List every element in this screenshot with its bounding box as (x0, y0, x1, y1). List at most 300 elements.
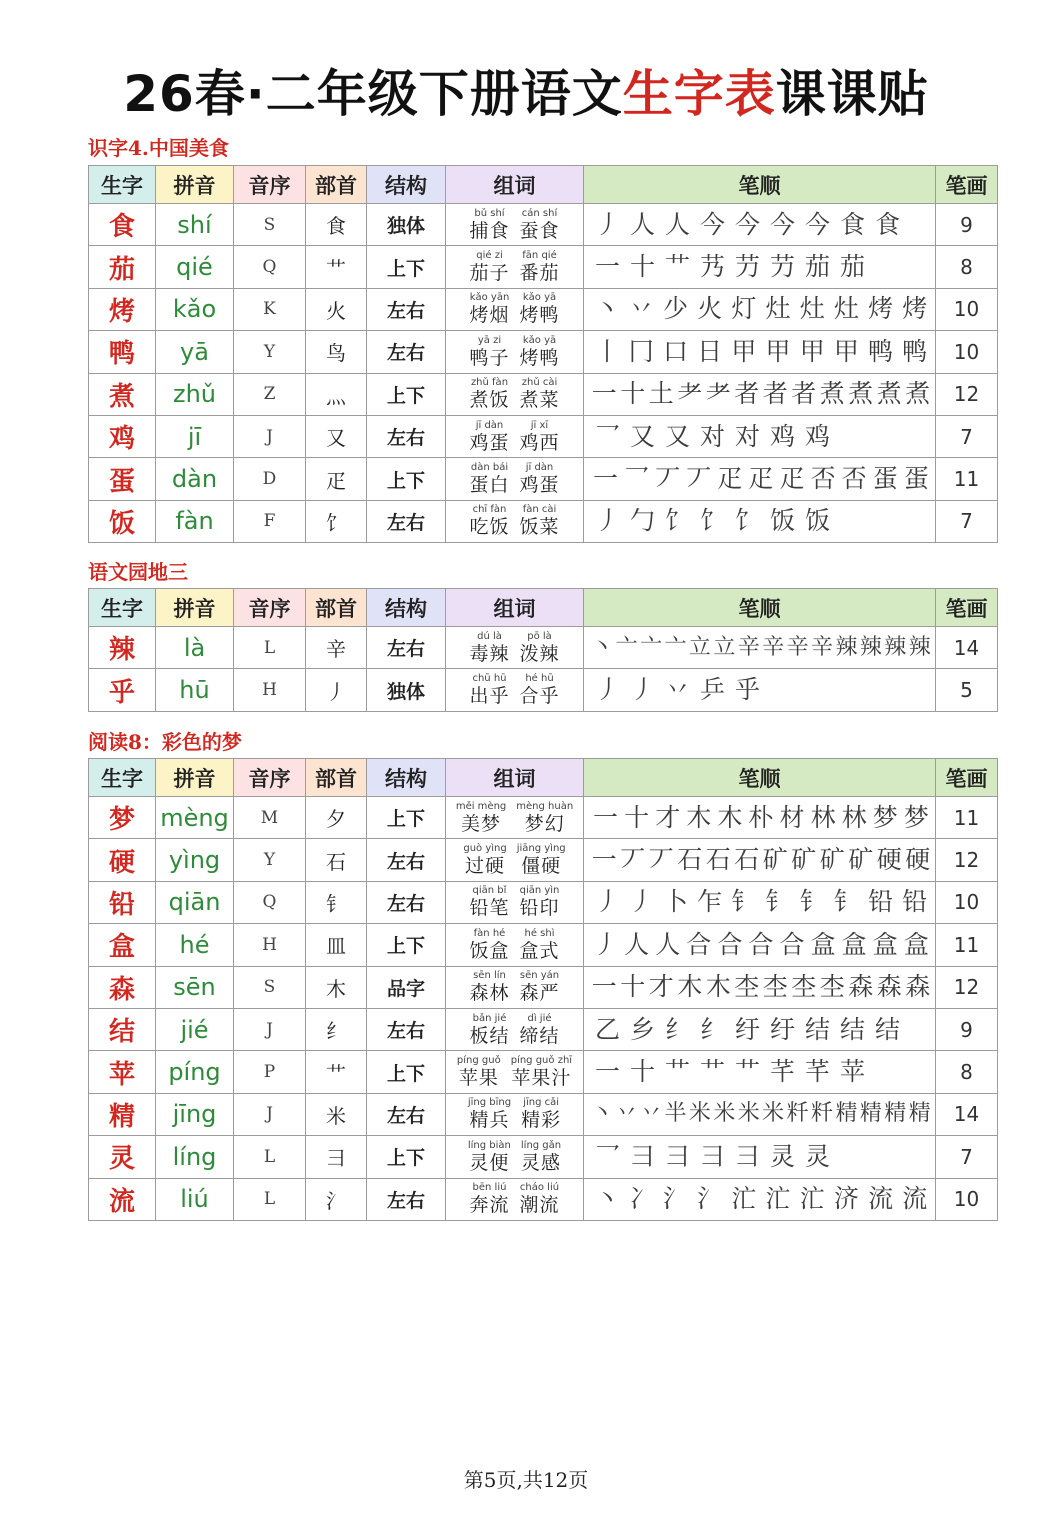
table-header (89, 589, 998, 627)
radical-cell: 石 (306, 839, 367, 881)
stroke-step: 矿 (819, 845, 845, 875)
stroke-step: 今 (734, 209, 760, 239)
structure-cell: 左右 (367, 288, 446, 330)
word-examples (446, 673, 583, 707)
stroke-step: 对 (734, 421, 760, 451)
stroke-step: 灶 (799, 294, 825, 324)
stroke-order-cell (584, 881, 936, 923)
radical-cell: 饣 (306, 500, 367, 542)
stroke-order-sequence (590, 887, 935, 917)
character-table (88, 758, 998, 1221)
stroke-step: 亠 (664, 634, 687, 660)
radical-cell: 疋 (306, 458, 367, 500)
character-row (89, 288, 998, 330)
word-examples (446, 377, 583, 411)
stroke-step: 米 (762, 1101, 785, 1127)
character-row (89, 966, 998, 1008)
word-example (469, 420, 509, 454)
stroke-step: 饣 (699, 506, 725, 536)
header-character: 生字 (89, 589, 156, 627)
word-examples-cell (446, 288, 584, 330)
stroke-step: 铅 (868, 887, 894, 917)
stroke-step: 丶 (591, 1101, 614, 1127)
word-examples-cell (446, 1178, 584, 1220)
stroke-step: 十 (620, 972, 646, 1002)
word-example (469, 208, 509, 242)
word-hanzi: 鸡蛋 (519, 474, 560, 497)
stroke-count-cell: 7 (936, 415, 998, 457)
header-row (89, 759, 998, 797)
word-examples-cell (446, 1093, 584, 1135)
stroke-step: 灶 (833, 294, 859, 324)
character-cell: 饭 (89, 500, 156, 542)
section-heading: 识字4.中国美食 (88, 136, 229, 160)
character-row (89, 1178, 998, 1220)
stroke-order-cell (584, 458, 936, 500)
stroke-step: 朴 (748, 802, 774, 832)
stroke-step: 米 (688, 1101, 711, 1127)
word-examples-cell (446, 1008, 584, 1050)
word-example (469, 885, 509, 919)
stroke-count-cell: 8 (936, 1051, 998, 1093)
word-hanzi: 烤鸭 (519, 304, 560, 327)
stroke-step: 丆 (686, 464, 712, 494)
structure-cell: 左右 (367, 881, 446, 923)
word-hanzi: 缔结 (519, 1024, 560, 1047)
stroke-step: 丷 (664, 675, 690, 705)
stroke-order-cell (584, 246, 936, 288)
word-examples-cell (446, 797, 584, 839)
word-hanzi: 吃饭 (469, 516, 510, 539)
word-examples (446, 504, 583, 538)
word-pinyin: guò yìng (463, 843, 507, 855)
character-cell: 流 (89, 1178, 156, 1220)
radical-cell: 氵 (306, 1178, 367, 1220)
stroke-step: 丷 (640, 1101, 663, 1127)
stroke-step: 丷 (628, 294, 654, 324)
character-cell: 乎 (89, 669, 156, 711)
word-examples (446, 335, 583, 369)
word-pinyin: zhǔ fàn (470, 377, 509, 389)
stroke-step: 少 (662, 294, 688, 324)
word-examples (446, 292, 583, 326)
index-letter-cell: L (234, 627, 306, 669)
word-example (469, 1013, 509, 1047)
word-pinyin: píng guǒ (456, 1055, 501, 1067)
word-examples-cell (446, 204, 584, 246)
pinyin-cell: liú (156, 1178, 234, 1220)
character-row (89, 797, 998, 839)
stroke-step: 一 (591, 379, 617, 409)
word-hanzi: 苹果 (458, 1067, 499, 1090)
structure-cell: 左右 (367, 1008, 446, 1050)
header-stroke-order: 笔顺 (584, 166, 936, 204)
stroke-step: 精 (835, 1101, 858, 1127)
stroke-step: 艹 (664, 1057, 690, 1087)
stroke-step: 彐 (699, 1141, 725, 1171)
stroke-step: 否 (810, 464, 836, 494)
stroke-order-cell (584, 331, 936, 373)
stroke-step: 石 (734, 845, 760, 875)
header-radical: 部首 (306, 759, 367, 797)
word-examples (446, 420, 583, 454)
stroke-order-cell (584, 627, 936, 669)
stroke-step: 梦 (872, 802, 898, 832)
stroke-step: 钅 (833, 887, 859, 917)
structure-cell: 左右 (367, 415, 446, 457)
word-hanzi: 板结 (469, 1024, 510, 1047)
character-cell: 鸡 (89, 415, 156, 457)
word-examples-cell (446, 924, 584, 966)
stroke-order-sequence (590, 252, 935, 282)
stroke-step: 日 (697, 336, 723, 366)
word-example (520, 631, 560, 665)
header-row (89, 166, 998, 204)
title-prefix: 26春·二年级下册语文 (123, 65, 623, 123)
stroke-step: 灵 (804, 1141, 830, 1171)
word-example (520, 292, 560, 326)
page-title (0, 62, 1052, 126)
word-example (520, 208, 560, 242)
word-hanzi: 灵感 (521, 1151, 562, 1174)
stroke-step: 材 (779, 802, 805, 832)
stroke-step: 者 (791, 379, 817, 409)
stroke-order-cell (584, 669, 936, 711)
word-pinyin: líng gǎn (520, 1139, 562, 1151)
word-pinyin: qiān bǐ (472, 885, 507, 897)
structure-cell: 上下 (367, 246, 446, 288)
stroke-step: 精 (908, 1101, 931, 1127)
word-hanzi: 僵硬 (521, 855, 562, 878)
index-letter-cell: Q (234, 246, 306, 288)
stroke-step: 木 (705, 972, 731, 1002)
stroke-step: 才 (648, 972, 674, 1002)
stroke-count-cell: 10 (936, 288, 998, 330)
word-pinyin: fàn hé (473, 927, 506, 939)
word-pinyin: dàn bái (470, 462, 509, 474)
stroke-step: 乛 (624, 464, 650, 494)
pinyin-cell: qié (156, 246, 234, 288)
word-pinyin: chū hū (472, 673, 507, 685)
word-hanzi: 鸡西 (519, 431, 560, 454)
word-examples-cell (446, 1051, 584, 1093)
stroke-step: 耂 (705, 379, 731, 409)
stroke-step: 烤 (902, 294, 928, 324)
radical-cell: 艹 (306, 1051, 367, 1093)
stroke-step: 勹 (629, 506, 655, 536)
word-examples-cell (446, 839, 584, 881)
stroke-step: 彐 (629, 1141, 655, 1171)
word-example (468, 1140, 511, 1174)
stroke-step: 结 (804, 1014, 830, 1044)
header-index-letter: 音序 (234, 166, 306, 204)
stroke-step: 丿 (629, 675, 655, 705)
header-pinyin: 拼音 (156, 759, 234, 797)
stroke-step: 苹 (839, 1057, 865, 1087)
pinyin-cell: jié (156, 1008, 234, 1050)
word-hanzi: 精兵 (469, 1109, 510, 1132)
stroke-order-cell (584, 924, 936, 966)
stroke-step: 灶 (765, 294, 791, 324)
header-index-letter: 音序 (234, 589, 306, 627)
stroke-count-cell: 12 (936, 839, 998, 881)
word-hanzi: 潮流 (519, 1194, 560, 1217)
stroke-step: 钅 (765, 887, 791, 917)
word-hanzi: 美梦 (461, 812, 502, 835)
stroke-order-cell (584, 415, 936, 457)
stroke-step: 十 (629, 1057, 655, 1087)
stroke-step: 辛 (786, 634, 809, 660)
word-example (456, 801, 506, 835)
character-row (89, 500, 998, 542)
stroke-step: 疋 (779, 464, 805, 494)
stroke-step: 灯 (731, 294, 757, 324)
word-pinyin: yā zi (477, 334, 502, 346)
word-pinyin: bǎn jié (472, 1012, 507, 1024)
stroke-count-cell: 11 (936, 458, 998, 500)
character-cell: 茄 (89, 246, 156, 288)
word-pinyin: kǎo yā (522, 292, 557, 304)
stroke-count-cell: 9 (936, 1008, 998, 1050)
word-example (469, 335, 509, 369)
character-cell: 灵 (89, 1136, 156, 1178)
title-suffix: 课课贴 (775, 65, 929, 123)
stroke-step: 口 (662, 336, 688, 366)
stroke-order-sequence (590, 210, 935, 240)
word-pinyin: jī dàn (475, 419, 504, 431)
stroke-step: 辛 (811, 634, 833, 660)
header-radical: 部首 (306, 589, 367, 627)
word-examples-cell (446, 881, 584, 923)
stroke-step: 乛 (594, 1141, 620, 1171)
stroke-step: 甲 (731, 336, 757, 366)
word-examples (446, 801, 583, 835)
stroke-count-cell: 10 (936, 1178, 998, 1220)
word-examples (446, 928, 583, 962)
stroke-order-cell (584, 1136, 936, 1178)
stroke-step: 丶 (594, 1184, 620, 1214)
stroke-step: 一 (593, 802, 619, 832)
stroke-step: 乙 (594, 1014, 620, 1044)
stroke-count-cell: 7 (936, 500, 998, 542)
stroke-step: 辣 (908, 634, 931, 660)
stroke-step: 人 (624, 929, 650, 959)
character-cell: 梦 (89, 797, 156, 839)
word-examples (446, 462, 583, 496)
header-word-examples: 组词 (446, 759, 584, 797)
stroke-order-sequence (590, 337, 935, 367)
stroke-step: 煮 (876, 379, 902, 409)
stroke-step: 亠 (640, 634, 663, 660)
stroke-step: 林 (841, 802, 867, 832)
stroke-order-cell (584, 500, 936, 542)
stroke-order-sequence (590, 464, 935, 494)
radical-cell: 鸟 (306, 331, 367, 373)
stroke-step: 粁 (811, 1101, 833, 1127)
word-example (469, 928, 509, 962)
radical-cell: 皿 (306, 924, 367, 966)
word-hanzi: 苹果汁 (511, 1067, 572, 1090)
word-example (469, 377, 509, 411)
word-pinyin: bǔ shí (474, 207, 505, 219)
index-letter-cell: Y (234, 839, 306, 881)
stroke-step: 济 (833, 1184, 859, 1214)
character-cell: 盒 (89, 924, 156, 966)
word-pinyin: bēn liú (472, 1182, 507, 1194)
character-cell: 食 (89, 204, 156, 246)
stroke-step: 火 (697, 294, 723, 324)
stroke-count-cell: 14 (936, 1093, 998, 1135)
stroke-step: 森 (905, 972, 931, 1002)
stroke-step: 彐 (734, 1141, 760, 1171)
stroke-step: 盒 (841, 929, 867, 959)
stroke-step: 又 (629, 421, 655, 451)
word-examples (446, 1097, 583, 1131)
word-example (520, 970, 560, 1004)
radical-cell: 彐 (306, 1136, 367, 1178)
character-cell: 森 (89, 966, 156, 1008)
word-examples (446, 208, 583, 242)
structure-cell: 左右 (367, 331, 446, 373)
pinyin-cell: zhǔ (156, 373, 234, 415)
word-examples-cell (446, 458, 584, 500)
stroke-step: 乛 (594, 421, 620, 451)
stroke-step: 乎 (734, 675, 760, 705)
stroke-step: 石 (705, 845, 731, 875)
stroke-step: 纡 (769, 1014, 795, 1044)
stroke-order-cell (584, 797, 936, 839)
character-row (89, 204, 998, 246)
character-table (88, 588, 998, 712)
stroke-step: 艹 (699, 1057, 725, 1087)
word-examples (446, 1182, 583, 1216)
character-row (89, 1093, 998, 1135)
pinyin-cell: là (156, 627, 234, 669)
word-examples (446, 631, 583, 665)
character-row (89, 924, 998, 966)
word-hanzi: 饭盒 (469, 939, 510, 962)
index-letter-cell: F (234, 500, 306, 542)
word-pinyin: sēn lín (473, 970, 506, 982)
stroke-step: 梦 (903, 802, 929, 832)
stroke-step: 甲 (765, 336, 791, 366)
stroke-count-cell: 11 (936, 924, 998, 966)
word-example (520, 504, 560, 538)
header-structure: 结构 (367, 589, 446, 627)
word-hanzi: 蚕食 (519, 219, 560, 242)
word-example (516, 801, 573, 835)
pinyin-cell: fàn (156, 500, 234, 542)
table-body (89, 797, 998, 1221)
structure-cell: 上下 (367, 797, 446, 839)
stroke-step: 土 (648, 379, 674, 409)
stroke-order-sequence (590, 1099, 935, 1129)
word-example (520, 462, 560, 496)
stroke-order-cell (584, 288, 936, 330)
radical-cell: 又 (306, 415, 367, 457)
stroke-step: 辣 (835, 634, 858, 660)
index-letter-cell: J (234, 415, 306, 457)
word-pinyin: jī xī (530, 419, 549, 431)
stroke-step: 灵 (769, 1141, 795, 1171)
word-pinyin: jīng bīng (467, 1097, 512, 1109)
stroke-step: 辣 (859, 634, 882, 660)
word-example (469, 970, 509, 1004)
word-example (469, 1182, 509, 1216)
stroke-step: 鸭 (902, 336, 928, 366)
stroke-step: 才 (655, 802, 681, 832)
word-example (469, 292, 509, 326)
stroke-step: 纟 (699, 1014, 725, 1044)
stroke-step: 铅 (902, 887, 928, 917)
stroke-order-sequence (590, 803, 935, 833)
stroke-order-cell (584, 1093, 936, 1135)
radical-cell: 食 (306, 204, 367, 246)
stroke-order-sequence (590, 1015, 935, 1045)
stroke-step: 蛋 (903, 464, 929, 494)
stroke-step: 人 (629, 209, 655, 239)
table-header (89, 166, 998, 204)
stroke-step: 杢 (762, 972, 788, 1002)
word-example (520, 1013, 560, 1047)
stroke-order-cell (584, 373, 936, 415)
stroke-step: 丶 (591, 634, 614, 660)
header-word-examples: 组词 (446, 589, 584, 627)
word-pinyin: mèng huàn (516, 800, 574, 812)
character-row (89, 839, 998, 881)
word-pinyin: dì jié (527, 1012, 552, 1024)
stroke-step: 丿 (593, 929, 619, 959)
stroke-order-sequence (590, 294, 935, 324)
word-example (469, 250, 509, 284)
word-hanzi: 烤鸭 (519, 346, 560, 369)
stroke-step: 十 (629, 252, 655, 282)
word-example (520, 250, 560, 284)
stroke-step: 饭 (804, 506, 830, 536)
stroke-count-cell: 7 (936, 1136, 998, 1178)
stroke-step: 辛 (762, 634, 785, 660)
stroke-step: 钅 (799, 887, 825, 917)
pinyin-cell: sēn (156, 966, 234, 1008)
stroke-step: 对 (699, 421, 725, 451)
word-hanzi: 合乎 (519, 685, 560, 708)
structure-cell: 上下 (367, 924, 446, 966)
stroke-step: 蛋 (872, 464, 898, 494)
stroke-count-cell: 9 (936, 204, 998, 246)
stroke-step: 烤 (868, 294, 894, 324)
stroke-step: 否 (841, 464, 867, 494)
pinyin-cell: jī (156, 415, 234, 457)
word-pinyin: zhǔ cài (521, 377, 558, 389)
stroke-step: 芊 (769, 1057, 795, 1087)
word-example (520, 377, 560, 411)
character-row (89, 331, 998, 373)
stroke-step: 人 (655, 929, 681, 959)
stroke-step: 汒 (731, 1184, 757, 1214)
index-letter-cell: M (234, 797, 306, 839)
stroke-step: 精 (884, 1101, 907, 1127)
character-row (89, 881, 998, 923)
stroke-step: 矿 (791, 845, 817, 875)
word-hanzi: 捕食 (469, 219, 510, 242)
word-pinyin: hé hū (525, 673, 554, 685)
word-examples-cell (446, 966, 584, 1008)
pinyin-cell: dàn (156, 458, 234, 500)
stroke-step: 今 (699, 209, 725, 239)
stroke-count-cell: 14 (936, 627, 998, 669)
word-hanzi: 灵便 (469, 1151, 510, 1174)
stroke-step: 今 (769, 209, 795, 239)
